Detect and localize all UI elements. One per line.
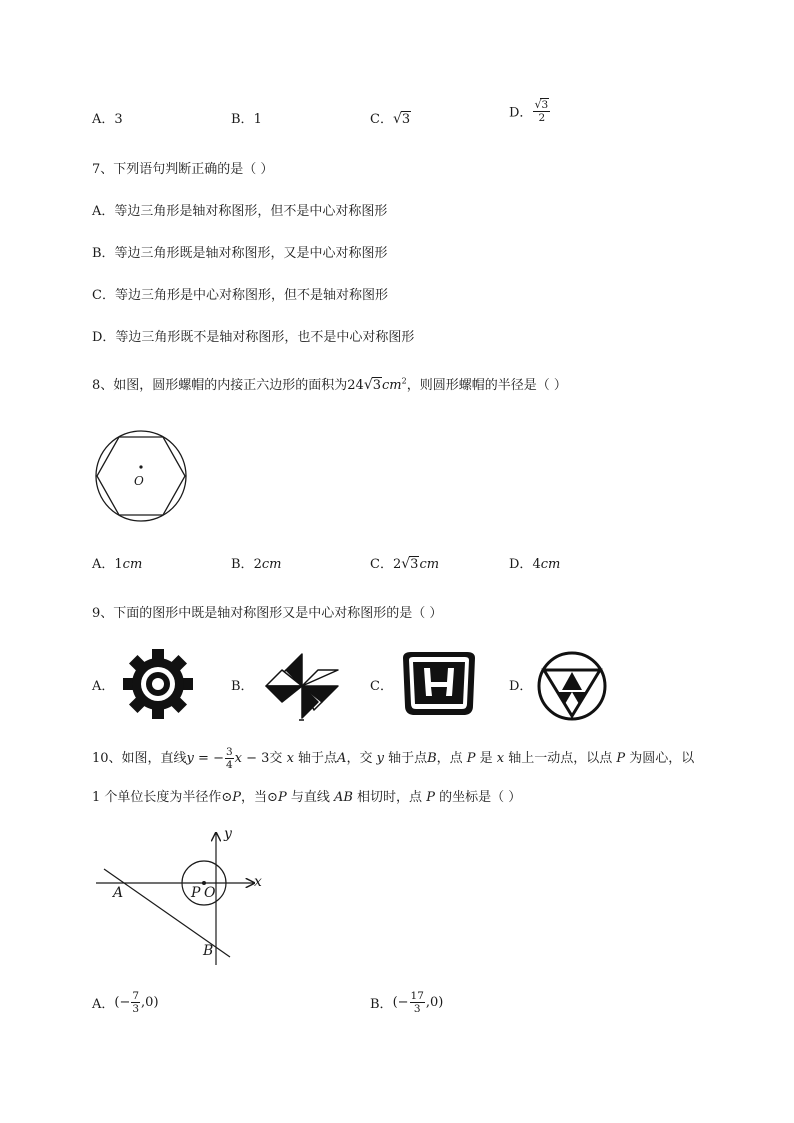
q9-option-b-label: B． (231, 679, 254, 694)
q9-option-a-label: A． (92, 679, 115, 694)
q6-option-b: B．1 (231, 112, 262, 127)
label-a: A (113, 885, 124, 901)
q9-stem: 9、下面的图形中既是轴对称图形又是中心对称图形的是（ ） (92, 606, 443, 621)
q10-option-a: A．(− $\frac{7}{3}$ ,0) (92, 990, 159, 1015)
q10-stem-line1: 10、如图，直线y = − $\frac{3}{4}$ x − 3交 x 轴于点A，交 y 轴于点B，点 P 是 x 轴上一动点，以点 P 为圆心，以 (92, 746, 695, 771)
q7-stem: 7、下列语句判断正确的是（ ） (92, 162, 274, 177)
center-point (139, 465, 142, 468)
q8-stem: 8、如图，圆形螺帽的内接正六边形的面积为$24√3cm^2$，则圆形螺帽的半径是（ ） (92, 376, 567, 393)
label-p: P (191, 885, 201, 901)
eq-fraction: $\frac{3}{4}$ (225, 746, 233, 771)
label-y: y (224, 826, 232, 842)
q8-option-c: C．2√3cm (370, 556, 440, 572)
q7-option-c: C．等边三角形是中心对称图形，但不是轴对称图形 (92, 288, 388, 303)
q7-option-a: A．等边三角形是轴对称图形，但不是中心对称图形 (92, 204, 388, 219)
pinwheel-icon (262, 650, 342, 722)
q7-option-d: D．等边三角形既不是轴对称图形，也不是中心对称图形 (92, 330, 415, 345)
q7-option-b: B．等边三角形既是轴对称图形，又是中心对称图形 (92, 246, 388, 261)
q10-option-b: B．(− $\frac{17}{3}$ ,0) (370, 990, 444, 1015)
q9-option-c-label: C． (370, 679, 393, 694)
q10-stem-line2: 1 个单位长度为半径作⊙P，当⊙P 与直线 AB 相切时，点 P 的坐标是（ ） (92, 790, 522, 805)
honda-logo-icon (399, 650, 479, 718)
q6-option-c: C．√3 (370, 111, 411, 127)
q8-option-d: D．4cm (509, 557, 561, 572)
q8-option-b: B．2cm (231, 557, 282, 572)
nut-center-label: O (134, 474, 144, 488)
label-b: B (203, 943, 214, 959)
q6-option-a: A．3 (92, 112, 123, 127)
q8-option-a: A．1cm (92, 557, 143, 572)
fraction: $\frac{√3}{2}$ (534, 98, 549, 124)
triforce-circle-icon (536, 650, 608, 722)
q6-option-d: D． $\frac{√3}{2}$ (509, 98, 549, 124)
gear-icon (122, 648, 194, 720)
label-o: O (204, 885, 216, 901)
label-x: x (254, 874, 262, 890)
q9-option-d-label: D． (509, 679, 533, 694)
